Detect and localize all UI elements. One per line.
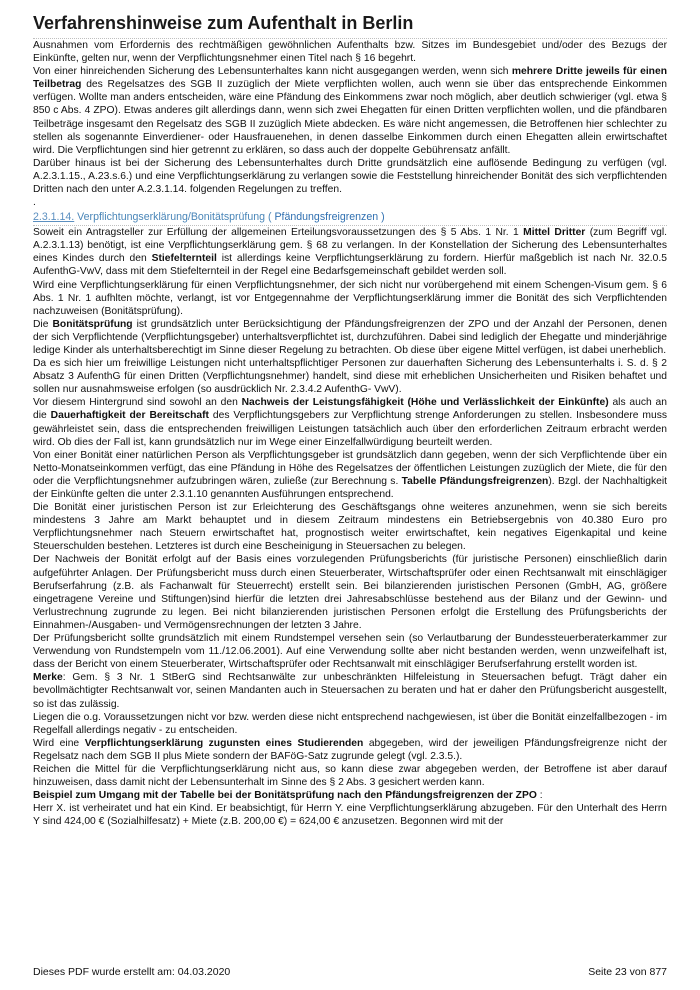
bold-text: Dauerhaftigkeit der Bereitschaft: [50, 410, 209, 422]
paragraph: [33, 671, 667, 710]
section-title-close: ): [378, 211, 385, 224]
paragraph: [33, 226, 667, 278]
paragraph: Der Prüfungsbericht sollte grundsätzlich mit einem Rundstempel versehen sein (so Verlautbarung der Bundessteuerberaterkammer zur Verwendung von Rundstempeln vom 11./12.06.2001). Auf eine Verwendung sollte aber nicht bestanden werden, wenn unzweifelhaft ist, dass der Bericht von einem Steuerberater, Wirtschaftsprüfer oder Rechtsanwalt mit einschlägiger Berufserfahrung erstellt worden ist.: [33, 633, 667, 671]
paragraph: [33, 318, 667, 357]
paragraph: Ausnahmen vom Erfordernis des rechtmäßigen gewöhnlichen Aufenthalts bzw. Sitzes im Bundesgebiet und/oder des Bezugs der Einkünfte, gelten nur, wenn der Verpflichtungsnehmer einen Titel nach § 16 begehrt.: [33, 40, 667, 65]
paragraph: Die Bonität einer juristischen Person ist zur Erleichterung des Geschäftsgangs ohne weiteres anzunehmen, wenn sie sich bereits mindestens 3 Jahre am Markt behauptet und in diesem Zeitraum mindestens ein Betriebsergebnis von 40.380 Euro pro Verpflichtungsnehmer nach Steuern erwirtschaftet hat, prognostisch weiter erwirtschaftet, kein negatives Eigenkapital und keine Steuerschulden bestehen. Letzteres ist durch eine Bescheinigung in Steuersachen zu belegen.: [33, 502, 667, 553]
paragraph: [33, 789, 667, 802]
section-content: [33, 226, 667, 828]
paragraph: Liegen die o.g. Voraussetzungen nicht vor bzw. werden diese nicht entsprechend nachgewiesen, ist über die Bonität einzelfallbezogen - im Regelfall allerdings negativ - zu entscheiden.: [33, 711, 667, 736]
text-run: ist grundsätzlich unter Berücksichtigung der Pfändungsfreigrenzen der ZPO und der Anzahl der Personen, denen der sich Verpflichtende (Verpflichtungsgeber) unterhaltsverpflichtet ist, durchzuführen. Dabei sind lediglich der Ehegatte und minderjährige ledige Kinder als unterhaltsberechtigt im Sinne dieser Regelung zu betrachten. Ob diese über eigene Mittel verfügen, ist dabei unerheblich.: [33, 318, 667, 356]
section-heading: [33, 209, 667, 226]
intro-text: [33, 39, 667, 209]
bold-text: Tabelle Pfändungsfreigrenzen: [401, 475, 549, 487]
bold-text: Verpflichtungserklärung zugunsten eines Studierenden: [84, 737, 364, 749]
text-run: Vor diesem Hintergrund sind sowohl an den: [33, 397, 242, 409]
bold-text: mehrere Dritte jeweils für einen Teilbetrag: [33, 66, 667, 91]
text-run: Wird eine: [33, 737, 85, 749]
document-page: [33, 10, 667, 828]
text-run: : Gem. § 3 Nr. 1 StBerG sind Rechtsanwälte zur unbeschränkten Hilfeleistung in Steuersachen befugt. Trägt daher ein bevollmächtigter Rechtsanwalt vor, seinen Mandanten auch in Steuersachen zu beraten und hat er daher den Prüfungsbericht ausgestellt, so ist das zulässig.: [33, 672, 667, 710]
bold-text: Beispiel zum Umgang mit der Tabelle bei der Bonitätsprüfung nach den Pfändungsfreigrenzen der ZPO: [33, 790, 537, 802]
paragraph: [33, 65, 667, 157]
text-run: Die: [33, 318, 53, 330]
paragraph: [33, 737, 667, 763]
footer-created-date: Dieses PDF wurde erstellt am: 04.03.2020: [33, 966, 231, 978]
text-run: Von einer Bonität einer natürlichen Person als Verpflichtungsgeber ist grundsätzlich dann gegeben, wenn der sich Verpflichtende über ein Netto-Monatseinkommen verfügt, das eine Pfändung in Höhe des Regelsatzes der öffentlichen Leistungen zuzüglich der Miete, die für den oder die Verpflichtungsnehmer aufzubringen wären, zuließe (zur Berechnung s.: [33, 449, 667, 487]
paragraph: [33, 449, 667, 501]
text-run: ). Bzgl. der Nachhaltigkeit der Einkünfte gelten die unter 2.3.1.10 genannten Ausführungen entsprechend.: [33, 475, 668, 500]
paragraph: Darüber hinaus ist bei der Sicherung des Lebensunterhaltes durch Dritte grundsätzlich eine auflösende Bedingung zu verfügen (vgl. A.2.3.1.15., A.23.s.6.) und eine Verpflichtungserklärung zu verlangen sowie die Feststellung hinreichender Bonität des sich verpflichtenden Dritten nach den unter A.2.3.1.14. folgenden Regelungen zu treffen.: [33, 157, 667, 196]
pfaendungsfreigrenzen-link[interactable]: Pfändungsfreigrenzen: [274, 211, 379, 224]
paragraph: Herr X. ist verheiratet und hat ein Kind. Er beabsichtigt, für Herrn Y. eine Verpflichtungserklärung abzugeben. Für den Unterhalt des Herrn Y sind 424,00 € (Sozialhilfesatz) + Miete (z.B. 200,00 €) = 624,00 € anzusetzen. Begonnen wird mit der: [33, 803, 667, 828]
text-run: :: [536, 790, 543, 802]
page-footer: [33, 966, 667, 978]
bold-text: Merke: [33, 672, 63, 684]
bold-text: Mittel Dritter: [523, 227, 586, 239]
text-run: ist allerdings keine Verpflichtungserklärung zu fordern. Hierfür maßgeblich ist nach Nr. 32.0.5 AufenthG-VwV, dass mit dem Stiefelternteil in der Regel eine Bedarfsgemeinschaft gebildet werden soll.: [33, 253, 667, 278]
page-title: Verfahrenshinweise zum Aufenthalt in Berlin: [33, 10, 667, 39]
text-run: Soweit ein Antragsteller zur Erfüllung der allgemeinen Erteilungsvoraussetzungen des § 5 Abs. 1 Nr. 1: [33, 227, 524, 239]
paragraph: Der Nachweis der Bonität erfolgt auf der Basis eines vorzulegenden Prüfungsberichts (für juristische Personen) einschließlich darin aufgeführter Anlagen. Der Prüfungsbericht muss durch einen Steuerberater, Wirtschaftsprüfer oder einen Rechtsanwalt mit einschlägiger Berufserfahrung (z.B. als Fachanwalt für Steuerrecht) erstellt sein. Bei bilanzierenden juristischen Personen (GmbH, AG, größere eingetragene Vereine und Stiftungen)sind hierfür die letzten drei Jahresabschlüsse bestehend aus der Bilanz und der Gewinn- und Verlustrechnung zugrunde zu legen. Bei nicht bilanzierenden juristischen Personen erfolgt die Erstellung des Prüfungsberichts der Einnahmen-/Ausgaben- und Vermögensrechnungen der letzten 3 Jahre.: [33, 554, 667, 631]
text-run: Von einer hinreichenden Sicherung des Lebensunterhaltes kann nicht ausgegangen werden, wenn sich: [33, 66, 512, 78]
bold-text: Stiefelternteil: [151, 253, 217, 265]
paragraph: Wird eine Verpflichtungserklärung für einen Verpflichtungsnehmer, der sich nicht nur vorübergehend mit einem Schengen-Visum gem. § 6 Abs. 1 Nr. 1 aufhlten möchte, verlangt, ist vor Entgegennahme der Verpflichtungserklärung immer die Bonität des sich Verpflichtenden nachzuweisen (Bonitätsprüfung).: [33, 279, 667, 317]
paragraph: .: [33, 197, 36, 209]
text-run: des Verpflichtungsgebers zur Verpflichtung strenge Anforderungen zu stellen. Insbesondere muss gewährleistet sein, dass die entsprechenden freiwilligen Leistungen tatsächlich auch über den erforderlichen Zeitraum erbracht werden wird. Ob dies der Fall ist, kann grundsätzlich nur im Wege einer Einzelfallwürdigung beurteilt werden.: [33, 410, 668, 448]
text-run: als auch an die: [33, 397, 667, 422]
paragraph: Da es sich hier um freiwillige Leistungen nicht unterhaltspflichtiger Personen zur dauerhaften Sicherung des Lebensunterhalts i. S. d. § 2 Absatz 3 AufenthG für einen Dritten (Verpflichtungsnehmer) handelt, sind diese mit erheblichen Unsicherheiten und Risiken behaftet und sollen nur ausnahmsweise erfolgen (so ausdrücklich Nr. 2.3.4.2 AufenthG- VwV).: [33, 358, 667, 396]
paragraph: Reichen die Mittel für die Verpflichtungserklärung nicht aus, so kann diese zwar abgegeben werden, der Betroffene ist aber darauf hinzuweisen, dass damit nicht der Lebensunterhalt im Sinne des § 2 Abs. 3 gesichert werden kann.: [33, 763, 667, 789]
paragraph: [33, 396, 667, 448]
text-run: abgegeben, wird der jeweiligen Pfändungsfreigrenze nicht der Regelsatz nach dem SGB II plus Miete sondern der BAFöG-Satz zugrunde gelegt (vgl. 2.3.5.).: [33, 737, 667, 762]
text-run: (zum Begriff vgl. A.2.3.1.13) benötigt, ist eine Verpflichtungserklärung gem. § 68 zu verlangen. In der Konstellation der Sicherung des Lebensunterhaltes eines Kindes durch den: [33, 227, 668, 265]
section-number-link[interactable]: 2.3.1.14.: [33, 211, 75, 224]
bold-text: Nachweis der Leistungsfähigkeit (Höhe und Verlässlichkeit der Einkünfte): [241, 397, 609, 409]
footer-page-number: Seite 23 von 877: [588, 966, 667, 978]
bold-text: Bonitätsprüfung: [52, 318, 133, 330]
section-title: Verpflichtungserklärung/Bonitätsprüfung (: [74, 211, 275, 224]
text-run: des Regelsatzes des SGB II zuzüglich der Miete verpflichten wollen, auch wenn sie über das entsprechende Einkommen verfügen. Wollte man anders entscheiden, wäre eine Pfändung des Einkommens zwar noch möglich, aber deutlich schwieriger (vgl. etwa § 850 c Abs. 4 ZPO). Etwas anderes gilt allerdings dann, wenn sich zwei Ehegatten für einen Dritten verpflichten wollen, und die pfändbaren Teilbeträge insgesamt den Regelsatz des SGB II zuzüglich Miete abdecken. Es wäre nicht angemessen, die Betroffenen hier schlechter zu stellen als sogenannte Einverdiener- oder Hausfrauenehen, in denen dasselbe Einkommen durch einen Ehegatten allein erwirtschaftet wird. Die Verpflichtungen sind hier getrennt zu erklären, so dass auch der doppelte Gebührensatz anfällt.: [33, 79, 667, 156]
